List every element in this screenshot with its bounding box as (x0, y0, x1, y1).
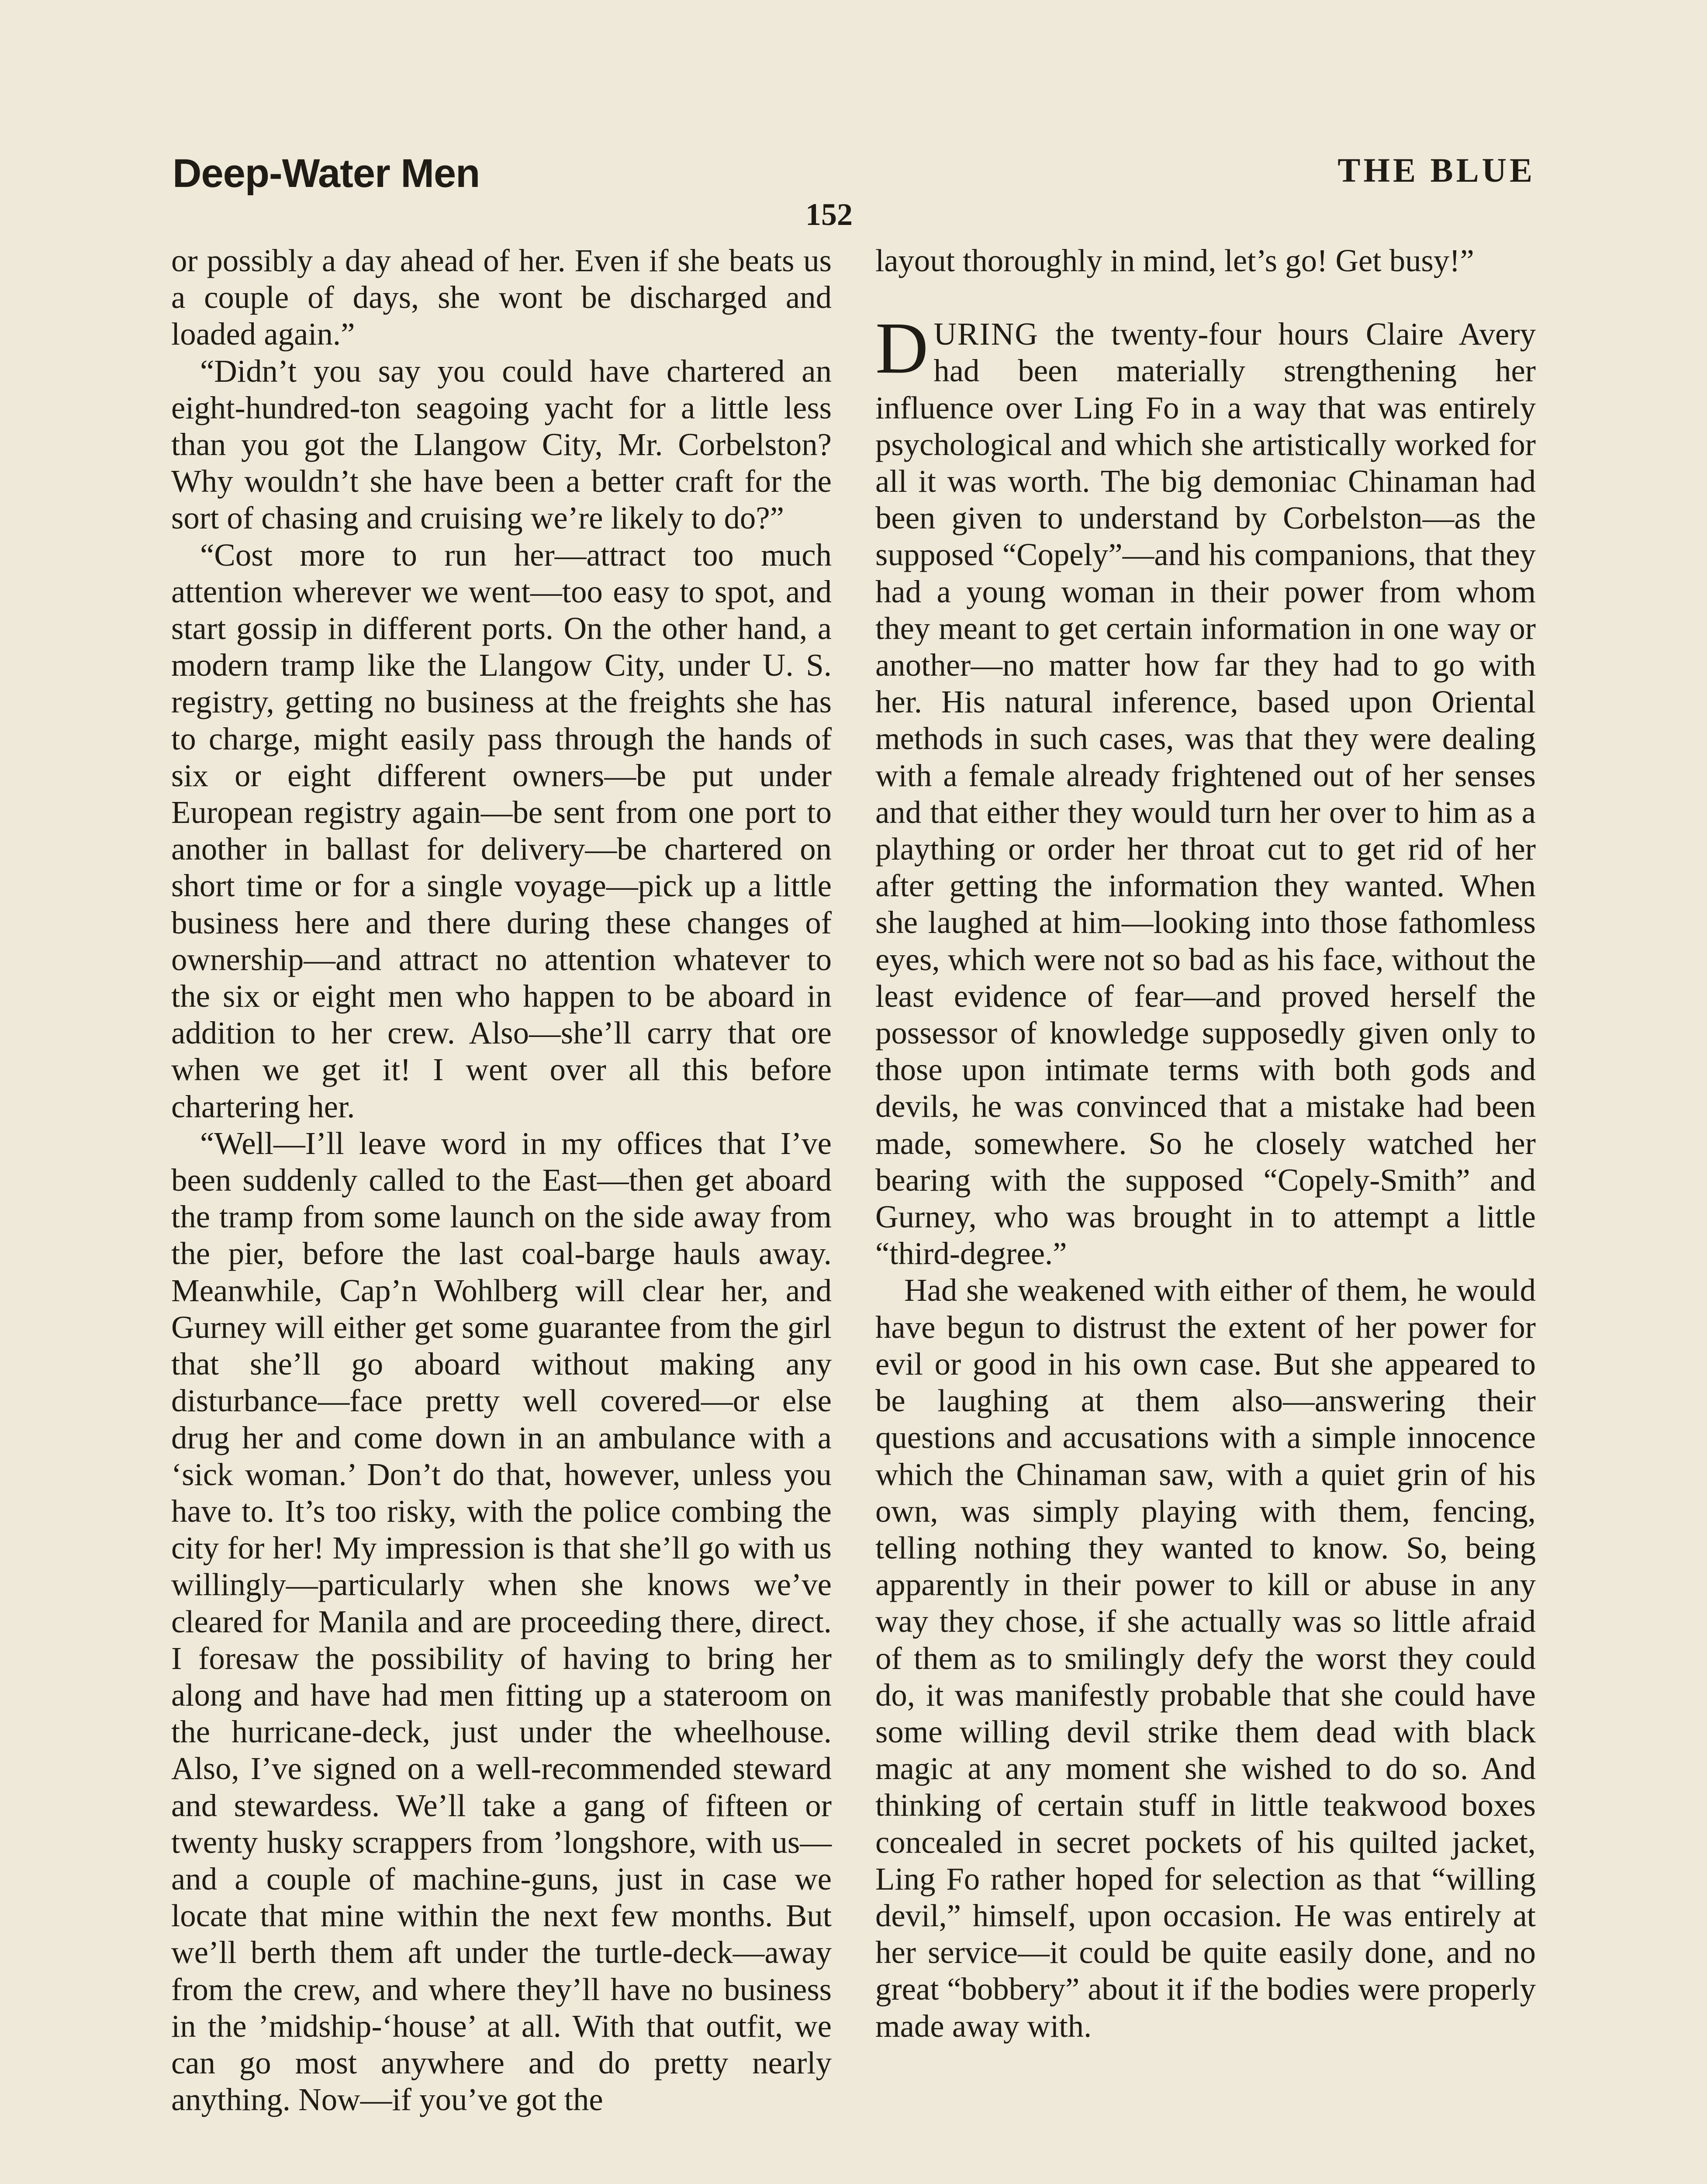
page-number: 152 (805, 197, 853, 232)
running-header (173, 151, 1535, 203)
paragraph: Had she weakened with either of them, he would have begun to distrust the extent of her power for evil or good in his own case. But she appeared to be laughing at them also—answering their questions and accusations with a simple innocence which the Chinaman saw, with a quiet grin of his own, was simply playing with them, fencing, telling nothing they wanted to know. So, being apparently in their power to kill or abuse in any way they chose, if she actually was so little afraid of them as to smilingly defy the worst they could do, it was manifestly probable that she could have some willing devil strike them dead with black magic at any moment she wished to do so. And thinking of certain stuff in little teakwood boxes concealed in secret pockets of his quilted jacket, Ling Fo rather hoped for selection as that “willing devil,” himself, upon occasion. He was entirely at her service—it could be quite easily done, and no great “bobbery” about it if the bodies were properly made away with. (875, 1272, 1536, 2044)
paragraph: “Cost more to run her—attract too much attention wherever we went—too easy to spot, and start gossip in different ports. On the other hand, a modern tramp like the Llangow City, under U. S. registry, getting no business at the freights she has to charge, might easily pass through the hands of six or eight different owners—be put under European registry again—be sent from one port to another in ballast for delivery—be chartered on short time or for a single voyage—pick up a little business here and there during these changes of ownership—and attract no attention whatever to the six or eight men who happen to be aboard in addition to her crew. Also—she’ll carry that ore when we get it! I went over all this before chartering her. (171, 537, 832, 1124)
story-title: Deep-Water Men (173, 151, 480, 196)
paragraph: layout thoroughly in mind, let’s go! Get busy!” (875, 243, 1474, 278)
drop-cap: D (875, 308, 929, 389)
left-column (171, 242, 832, 2118)
right-column (875, 242, 1536, 2045)
paragraph: “Well—I’ll leave word in my offices that I’ve been suddenly called to the East—then get aboard the tramp from some launch on the side away from the pier, before the last coal-barge hauls away. Meanwhile, Cap’n Wohlberg will clear her, and Gurney will either get some guarantee from the girl that she’ll go aboard without making any disturbance—face pretty well covered—or else drug her and come down in an ambulance with a ‘sick woman.’ Don’t do that, however, unless you have to. It’s too risky, with the police combing the city for her! My impression is that she’ll go with us willingly—particularly when she knows we’ve cleared for Manila and are proceeding there, direct. I foresaw the possibility of having to bring her along and have had men fitting up a stateroom on the hurricane-deck, just under the wheelhouse. Also, I’ve signed on a well-recommended steward and stewardess. We’ll take a gang of fifteen or twenty husky scrappers from ’longshore, with us—and a couple of machine-guns, just in case we locate that mine within the next few months. But we’ll berth them aft under the turtle-deck—away from the crew, and where they’ll have no business in the ’midship-‘house’ at all. With that outfit, we can go most anywhere and do pretty nearly anything. Now—if you’ve got the (171, 1125, 832, 2118)
section-opening-smallcaps: URING (933, 316, 1039, 352)
paragraph: “Didn’t you say you could have chartered an eight-hundred-ton seagoing yacht for a little less than you got the Llangow City, Mr. Corbelston? Why wouldn’t she have been a better craft for the sort of chasing and cruising we’re likely to do?” (171, 353, 832, 536)
paragraph: or possibly a day ahead of her. Even if she beats us a couple of days, she wont be discharged and loaded again.” (171, 243, 832, 352)
magazine-title: THE BLUE (1337, 151, 1535, 189)
section-opening-paragraph (875, 308, 1536, 1272)
section-opening-text: the twenty-four hours Claire Avery had been materially strengthening her influence over Ling Fo in a way that was entirely psychological and which she artistically worked for all it was worth. The big demoniac Chinaman had been given to understand by Corbelston—as the supposed “Copely”—and his companions, that they had a young woman in their power from whom they meant to get certain information in one way or another—no matter how far they had to go with her. His natural inference, based upon Oriental methods in such cases, was that they were dealing with a female already frightened out of her senses and that either they would turn her over to him as a plaything or order her throat cut to get rid of her after getting the information they wanted. When she laughed at him—looking into those fathomless eyes, which were not so bad as his face, without the least evidence of fear—and proved herself the possessor of knowledge supposedly given only to those upon intimate terms with both gods and devils, he was convinced that a mistake had been made, somewhere. So he closely watched her bearing with the supposed “Copely-Smith” and Gurney, who was brought in to attempt a little “third-degree.” (875, 316, 1536, 1272)
